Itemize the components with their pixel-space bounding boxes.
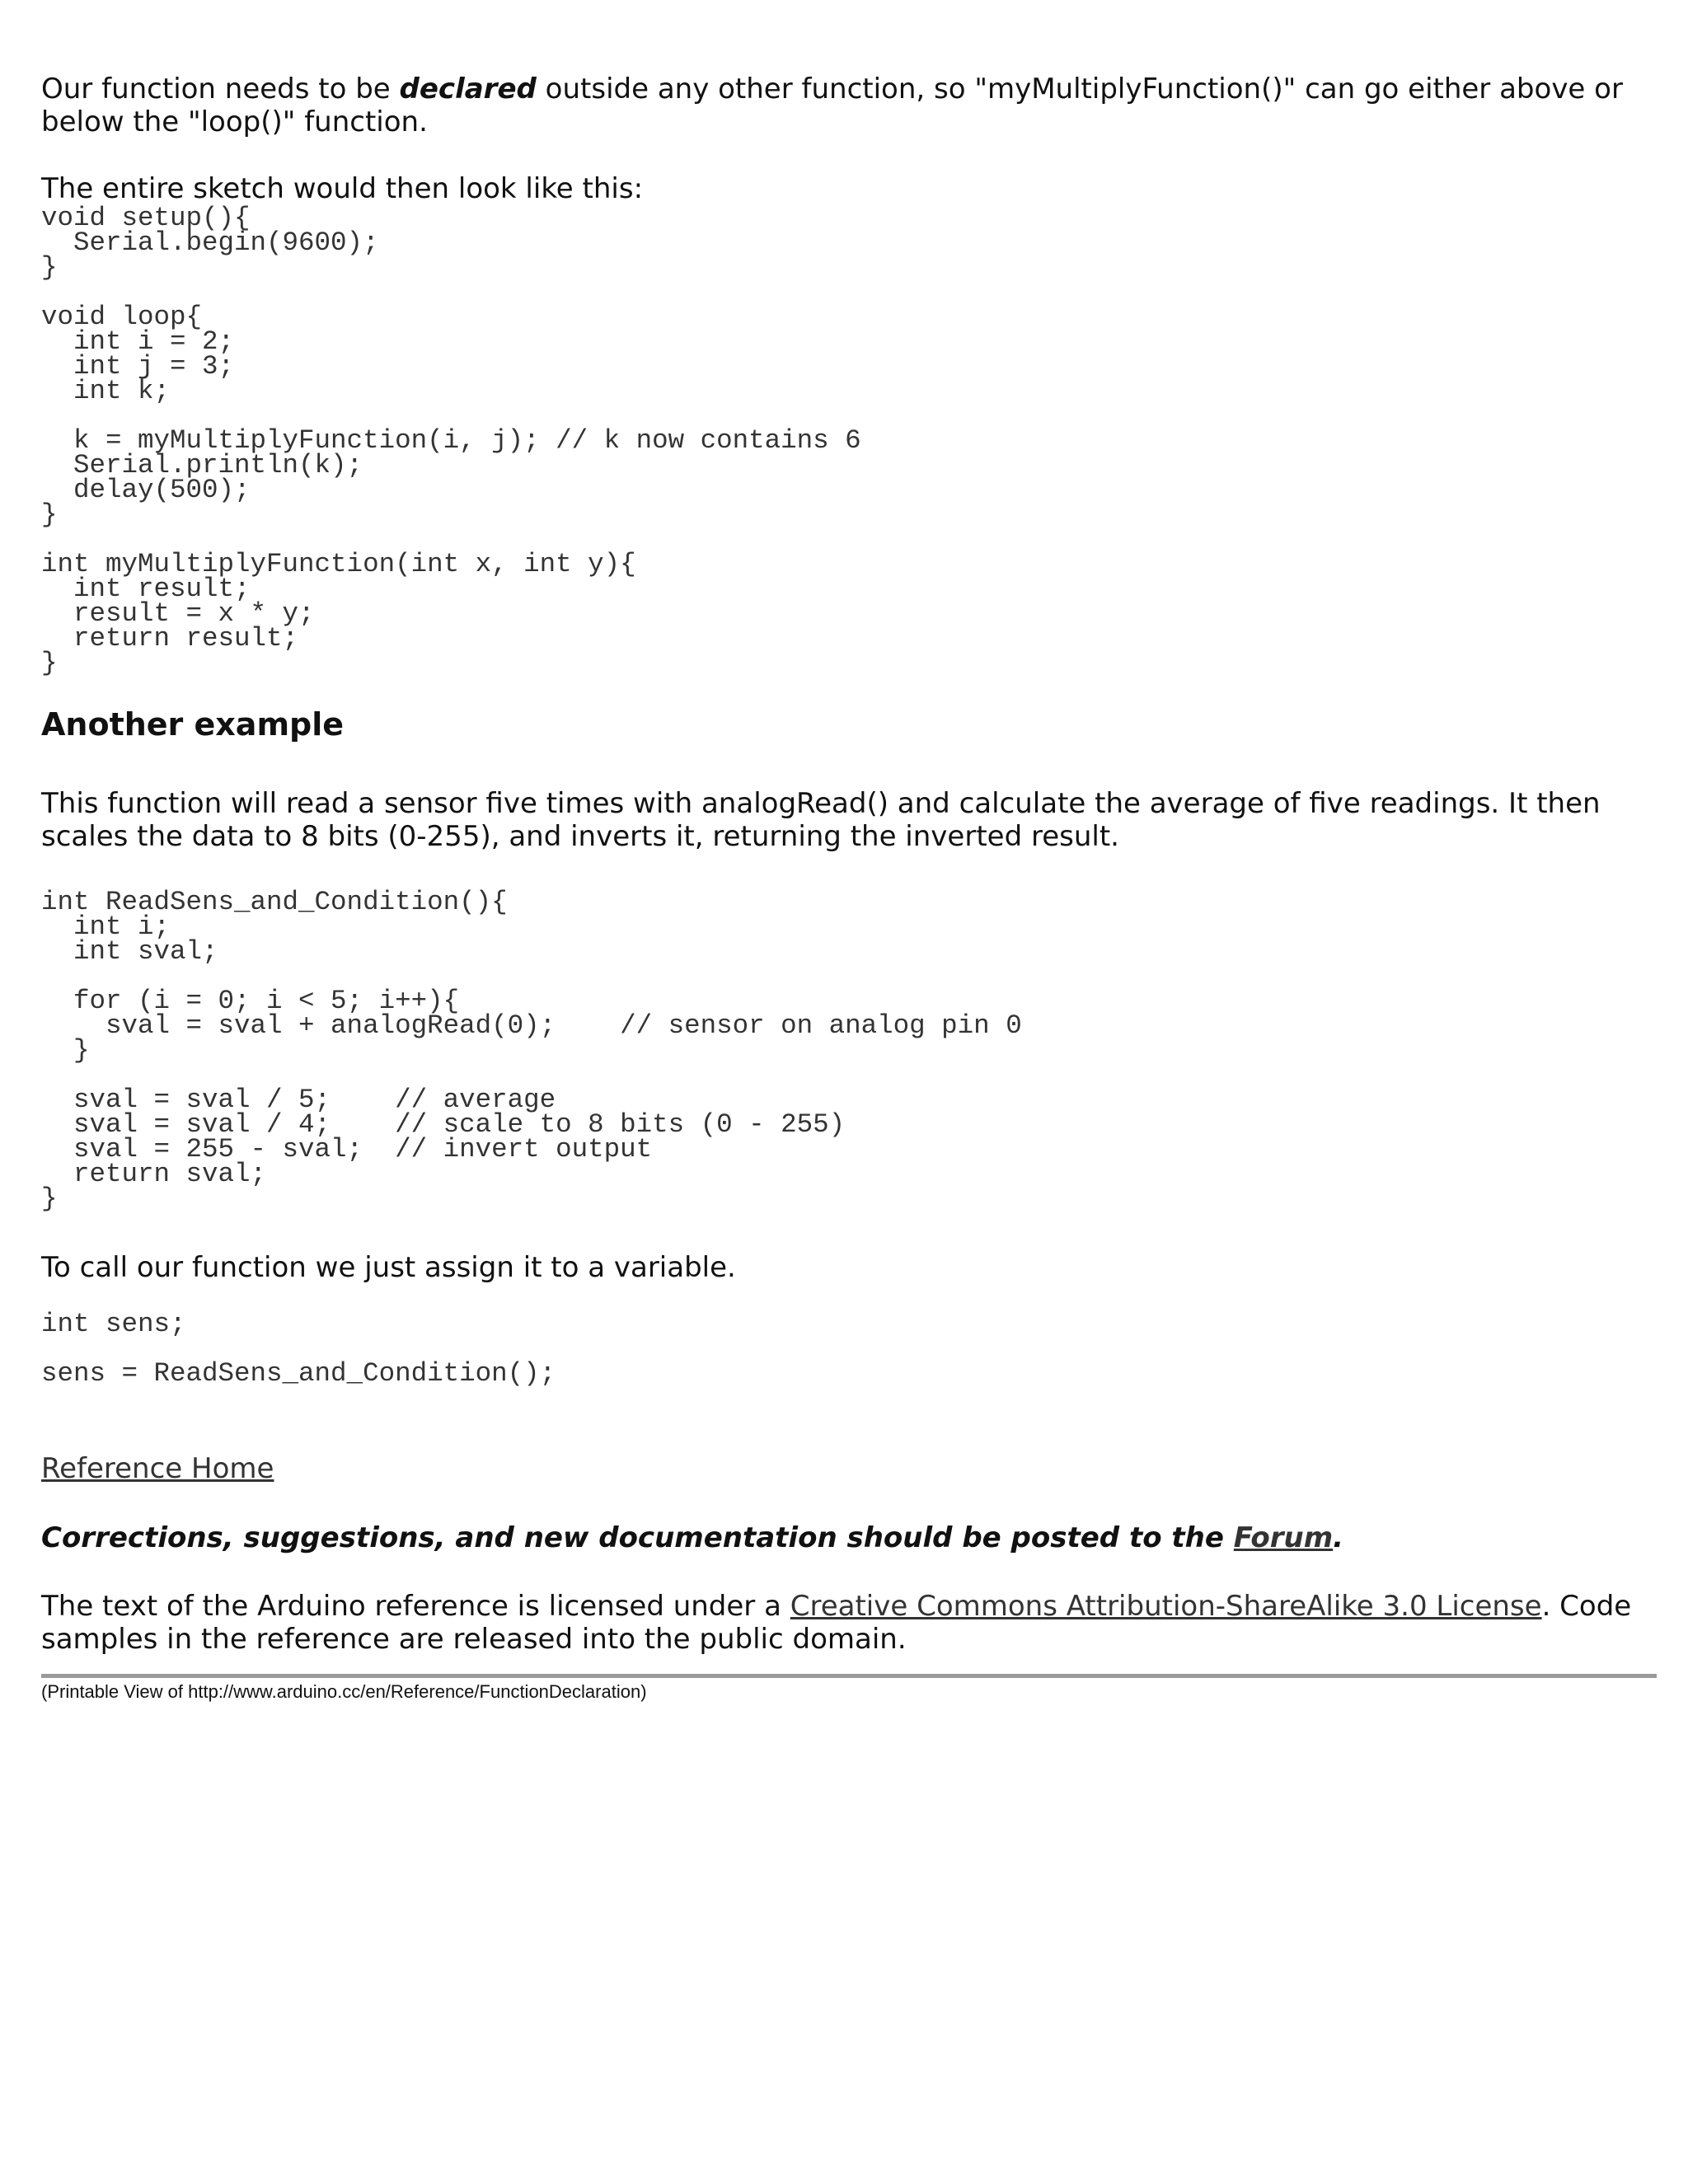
- license-text-start: The text of the Arduino reference is licensed under a: [41, 1590, 790, 1623]
- sketch-intro-text: The entire sketch would then look like this:: [41, 172, 644, 205]
- corrections-note: [41, 1521, 1657, 1554]
- code-block-call-example: int sens; sens = ReadSens_and_Condition();: [41, 1309, 556, 1389]
- printable-view-note: (Printable View of http://www.arduino.cc/en/Reference/FunctionDeclaration): [41, 1681, 647, 1702]
- intro-paragraph: [41, 73, 1657, 138]
- footer-divider: [41, 1674, 1657, 1678]
- call-function-text: To call our function we just assign it to a variable.: [41, 1251, 736, 1284]
- reference-home-line: [41, 1452, 1657, 1485]
- creative-commons-license-link[interactable]: Creative Commons Attribution-ShareAlike 3.0 License: [790, 1590, 1542, 1623]
- code-block-full-sketch: void setup(){ Serial.begin(9600); } void loop{ int i = 2; int j = 3; int k; k = myMultiplyFunction(i, j); // k now contains 6 Serial.println(k); delay(500); } int myMultiplyFunction(int x, int y){ int result; result = x * y; return result; }: [41, 203, 861, 678]
- corrections-period: .: [1333, 1521, 1344, 1554]
- code-block-read-sensor-function: int ReadSens_and_Condition(){ int i; int sval; for (i = 0; i < 5; i++){ sval = sval + analogRead(0); // sensor on analog pin 0 } sval = sval / 5; // average sval = sval / 4; // scale to 8 bits (0 - 255) sval = 255 - sval; // invert output return sval; }: [41, 887, 1022, 1214]
- another-example-heading: Another example: [41, 706, 345, 743]
- intro-text-start: Our function needs to be: [41, 73, 400, 105]
- emphasis-declared: declared: [399, 73, 537, 105]
- license-text-end: . Code samples in the reference are released into the public domain.: [41, 1590, 1632, 1656]
- forum-link[interactable]: Forum: [1233, 1521, 1334, 1554]
- another-example-description: This function will read a sensor five times with analogRead() and calculate the average of five readings. It then scales the data to 8 bits (0-255), and inverts it, returning the inverted result.: [41, 787, 1601, 853]
- license-paragraph: [41, 1590, 1657, 1656]
- reference-home-link[interactable]: Reference Home: [41, 1452, 274, 1485]
- corrections-text: Corrections, suggestions, and new documentation should be posted to the: [41, 1521, 1234, 1554]
- intro-text-end: outside any other function, so "myMultiplyFunction()" can go either above or below the "loop()" function.: [41, 73, 1623, 138]
